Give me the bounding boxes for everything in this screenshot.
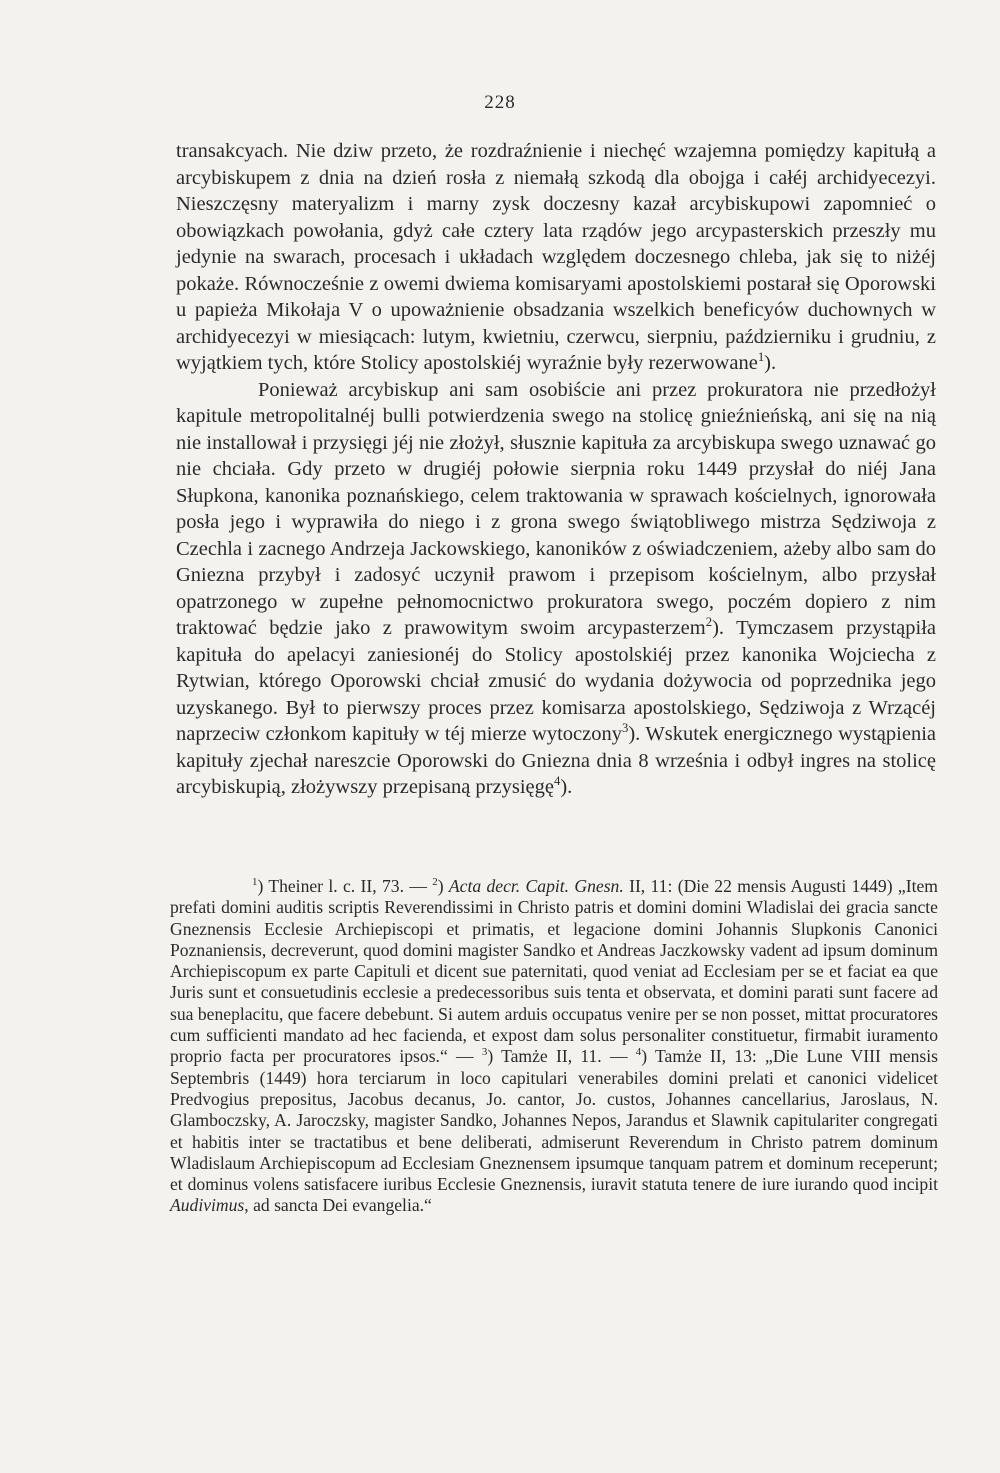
italic-title: Acta decr. Capit. Gnesn. [448,876,624,896]
text-run: Ponieważ arcybiskup ani sam osobiście ani przez prokuratora nie przedłożył kapitule metropolitalnéj bulli potwierdzenia swego na stolicę gnieźnieńską, ani się na nią nie installował i przysięgi jéj nie złożył, słusznie kapituła za arcybiskupa swego uznawać go nie chciała. Gdy przeto w drugiéj połowie sierpnia roku 1449 przysłał do niéj Jana Słupkona, kanonika poznańskiego, celem traktowania w sprawach kościelnych, ignorowała posła jego i wyprawiła do niego i z grona swego świątobliwego mistrza Sędziwoja z Czechla i zacnego Andrzeja Jackowskiego, kanoników z oświadczeniem, ażeby albo sam do Gniezna przybył i zadosyć uczynił prawom i przepisom kościelnym, albo przysłał opatrzonego w zupełne pełnomocnictwo prokuratora swego, poczém dopiero z nim traktować będzie jako z prawowitym swoim arcypasterzem [176,378,936,639]
footnote-marker: 1 [252,876,258,889]
text-run: II, 11: (Die 22 mensis Augusti 1449) „Item prefati domini auditis scriptis Reverendissimi in Christo patris et domini domini Wladislai dei gracia sancte Gneznensis Ecclesie Archiepiscopi et primatis, et legacione domini Johannis Slupkonis Canonici Poznaniensis, decreverunt, quod domini magister Sandko et Andreas Jaczkowsky vadent ad ipsum dominum Archiepiscopum ex parte Capituli et dicent sue paternitati, quod veniat ad Ecclesiam per se et faciat ea que Juris sunt et consuetudinis ecclesie a predecessoribus suis tenta et observata, et domini parati sunt facere ad sua beneplacitu, que facere debebunt. Si autem arduis occupatus venire per se non posset, mittat procuratores cum sufficienti mandato ad hec facienda, et expost dam solus personaliter constituetur, firmabit iuramento proprio facta per procuratores ipsos.“ — [170,876,938,1067]
text-run: ). Tymczasem przystąpiła kapituła do apelacyi zaniesionéj do Stolicy apostolskiéj przez kanonika Wojciecha z Rytwian, którego Oporowski chciał zmusić do wydania dożywocia od poprzednika jego uzyskanego. Był to pierwszy proces przez komisarza apostolskiego, Sędziwoja z Wrzącéj naprzeciw członkom kapituły w téj mierze wytoczony [176,617,937,745]
text-run: ). [560,776,573,798]
footnote-marker: 4 [553,774,561,789]
footnote-text [170,876,938,1217]
footnote-marker: 3 [622,721,629,736]
footnote-marker: 2 [432,876,438,889]
footnote-marker: 4 [635,1046,642,1059]
text-run: ) Tamże II, 11. — [487,1046,636,1067]
page-number: 228 [484,92,516,113]
footnote-marker: 3 [481,1046,488,1059]
paragraph [176,138,936,377]
text-run: ). Wskutek energicznego wystąpienia kapituły zjechał nareszcie Oporowski do Gniezna dnia 8 września i odbył ingres na stolicę arcybiskupią, złożywszy przepisaną przysięgę [176,723,936,798]
paragraph [176,377,936,801]
italic-title: Audivimus [170,1195,245,1216]
text-run: , ad sancta Dei evangelia.“ [244,1195,432,1216]
text-run: ) [437,876,449,896]
text-run: ) Tamże II, 13: „Die Lune VIII mensis Septembris (1449) hora terciarum in loco capitulari venerabiles domini prelati et canonici videlicet Predvogius prepositus, Jacobus decanus, Jo. cantor, Jo. custos, Johannes cancellarius, Jaroslaus, N. Glamboczsky, A. Jaroczsky, magister Sandko, Johannes Nepos, Jarandus et Slawnik capitulariter congregati et habitis inter se tractatibus et bene deliberati, admiserunt Reverendum in Christo patrem dominum Wladislaum Archiepiscopum ad Ecclesiam Gneznensem ipsumque tanquam patrem et dominum receperunt; et dominus volens satisfacere iuribus Ecclesie Gneznensis, iuravit statuta tenere de iure iurando quod incipit [170,1046,938,1195]
text-run: ) Theiner l. c. II, 73. — [257,876,433,896]
footnote-marker: 2 [705,615,713,630]
text-run: ). [764,352,777,374]
text-run: transakcyach. Nie dziw przeto, że rozdraźnienie i niechęć wzajemna pomiędzy kapitułą a arcybiskupem z dnia na dzień rosła z niemałą szkodą dla obojga i całéj archidyecezyi. Nieszczęsny materyalizm i marny zysk doczesny kazał arcybiskupowi zapomnieć o obowiązkach powołania, gdyż całe cztery lata rządów jego arcypasterskich przeszły mu jedynie na swarach, procesach i układach względem doczesnego chleba, jak się to niżéj pokaże. Równocześnie z owemi dwiema komisaryami apostolskiemi postarał się Oporowski u papieża Mikołaja V o upoważnienie obsadzania wszelkich beneficyów duchownych w archidyecezyi w miesiącach: lutym, kwietniu, czerwcu, sierpniu, październiku i grudniu, z wyjątkiem tych, które Stolicy apostolskiéj wyraźnie były rezerwowane [176,140,936,374]
footnote-marker: 1 [757,350,765,365]
main-text [176,138,936,801]
footnotes [170,876,938,1217]
